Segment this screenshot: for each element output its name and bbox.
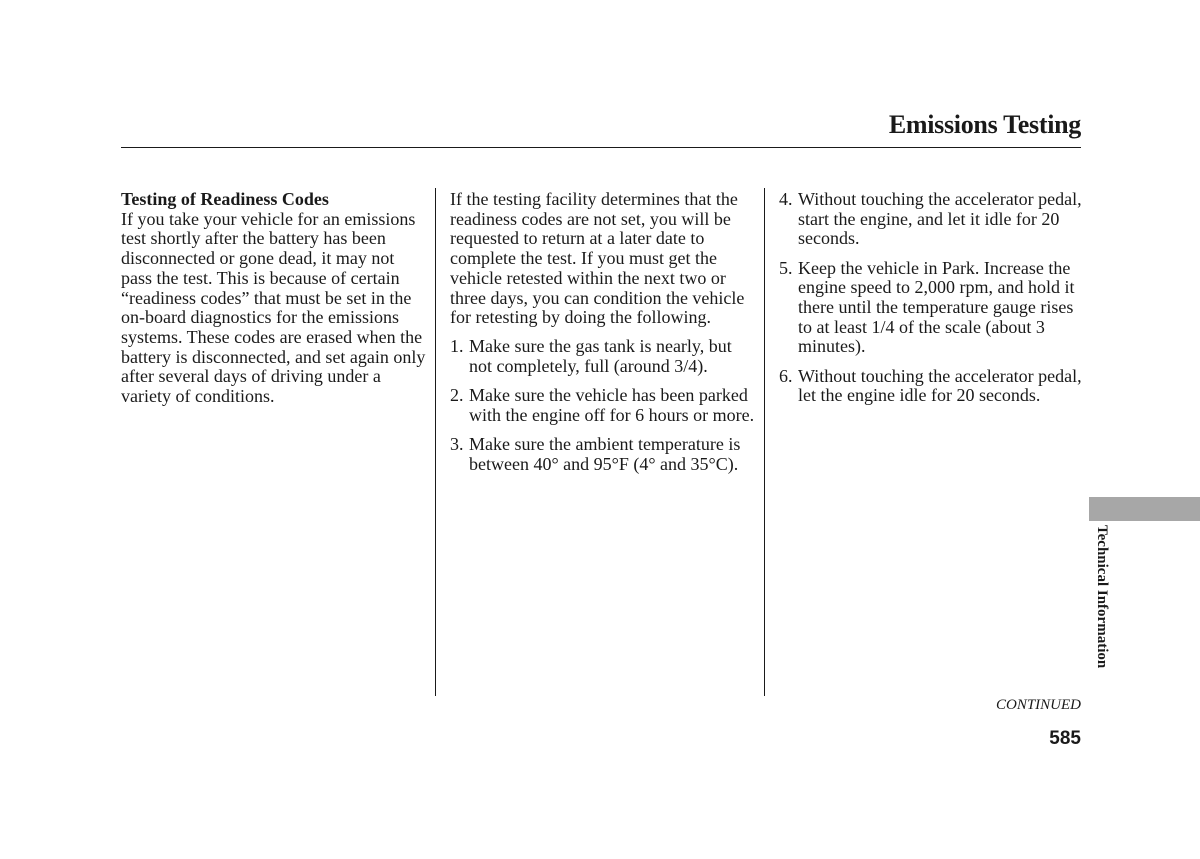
- step-number: 3.: [450, 434, 464, 455]
- column-retest-intro: [450, 190, 756, 475]
- column-divider-left: [435, 188, 436, 696]
- step-number: 1.: [450, 336, 464, 357]
- column-readiness-codes: [121, 190, 426, 407]
- page-number: 585: [1049, 728, 1081, 749]
- procedure-steps-4-6: [779, 190, 1084, 406]
- column-procedure-continued: [779, 190, 1084, 406]
- procedure-step: [779, 259, 1084, 358]
- procedure-steps-1-3: [450, 337, 756, 474]
- step-number: 5.: [779, 257, 793, 278]
- section-heading: Testing of Readiness Codes: [121, 189, 329, 209]
- continued-label: CONTINUED: [995, 697, 1081, 713]
- column-divider-right: [764, 188, 765, 696]
- step-text: Make sure the gas tank is nearly, but not completely, full (around 3/4).: [469, 336, 732, 377]
- section-tab-label: Technical Information: [1094, 525, 1110, 669]
- procedure-step: [450, 386, 756, 425]
- step-number: 4.: [779, 189, 793, 209]
- procedure-step: [450, 435, 756, 474]
- step-text: Keep the vehicle in Park. Increase the engine speed to 2,000 rpm, and hold it there until the temperature gauge rises to at least 1/4 of the scale (about 3 minutes).: [798, 257, 1075, 357]
- procedure-step: [779, 190, 1084, 249]
- step-text: Without touching the accelerator pedal, let the engine idle for 20 seconds.: [798, 365, 1082, 406]
- step-text: Make sure the ambient temperature is between 40° and 95°F (4° and 35°C).: [469, 434, 741, 474]
- page-title: Emissions Testing: [888, 110, 1081, 139]
- retest-intro-paragraph: If the testing facility determines that the readiness codes are not set, you will be requested to return at a later date to complete the test. If you must get the vehicle retested within the next two or three days, you can condition the vehicle for retesting by doing the following.: [450, 189, 745, 328]
- procedure-step: [779, 367, 1084, 406]
- step-number: 2.: [450, 385, 464, 406]
- step-text: Without touching the accelerator pedal, start the engine, and let it idle for 20 seconds.: [798, 189, 1082, 249]
- section-tab-marker: [1089, 497, 1200, 521]
- step-number: 6.: [779, 365, 793, 386]
- readiness-codes-paragraph: If you take your vehicle for an emissions test shortly after the battery has been disconnected or gone dead, it may not pass the test. This is because of certain “readiness codes” that must be set in the on-board diagnostics for the emissions systems. These codes are erased when the battery is disconnected, and set again only after several days of driving under a variety of conditions.: [121, 208, 426, 407]
- step-text: Make sure the vehicle has been parked with the engine off for 6 hours or more.: [469, 385, 755, 426]
- title-rule: [121, 147, 1081, 148]
- procedure-step: [450, 337, 756, 376]
